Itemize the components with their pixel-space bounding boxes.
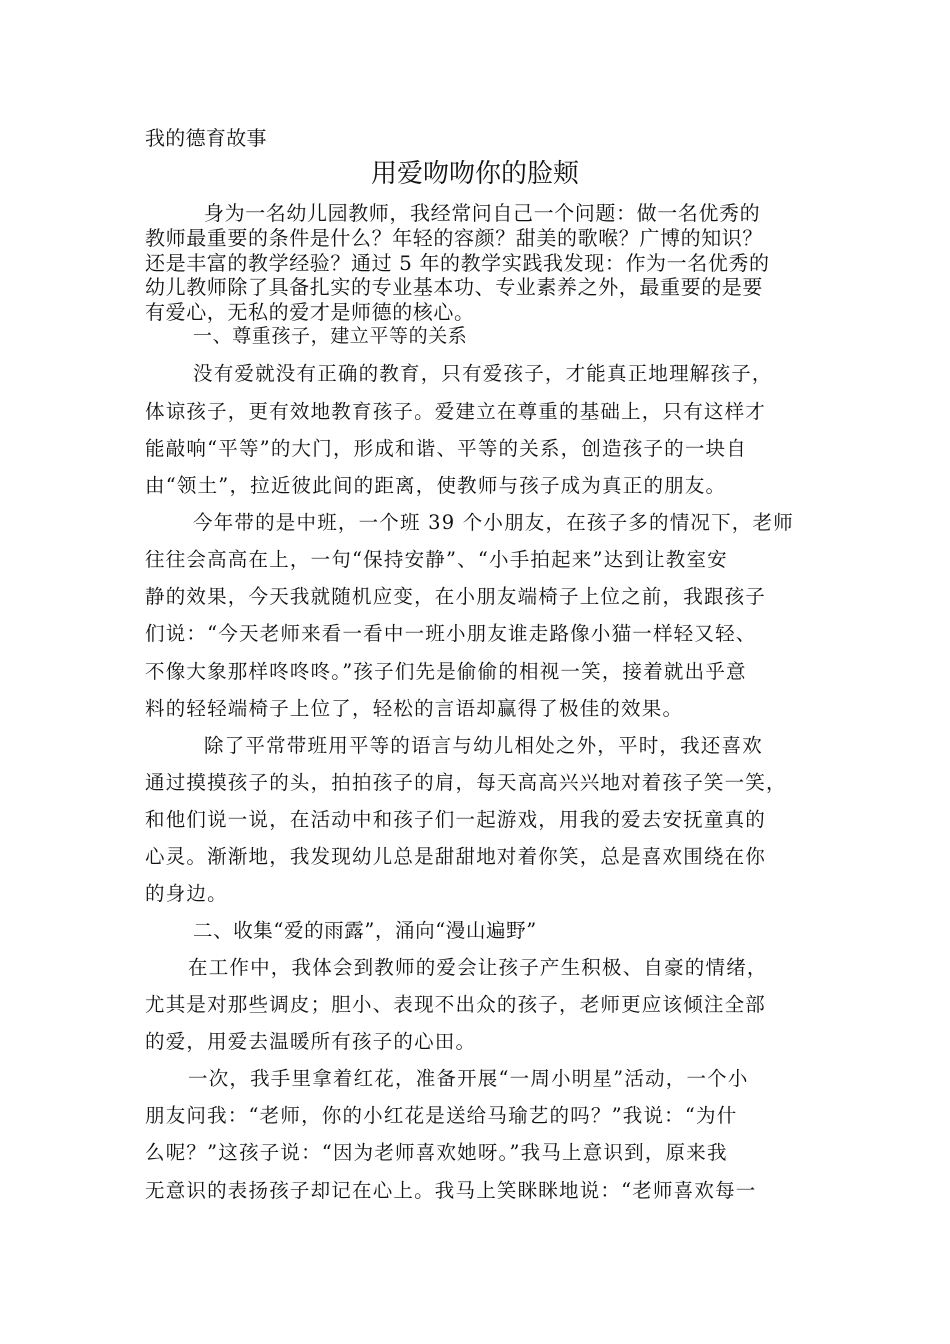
paragraph-line: 一次，我手里拿着红花，准备开展“一周小明星”活动，一个小	[188, 1067, 749, 1090]
paragraph-line: 能敲响“平等”的大门，形成和谐、平等的关系，创造孩子的一块自	[145, 437, 747, 460]
paragraph-line: 除了平常带班用平等的语言与幼儿相处之外，平时，我还喜欢	[204, 734, 763, 757]
paragraph-line: 通过摸摸孩子的头，拍拍孩子的肩，每天高高兴兴地对着孩子笑一笑，	[145, 771, 787, 794]
paragraph-line: 们说：“今天老师来看一看中一班小朋友谁走路像小猫一样轻又轻、	[145, 622, 757, 645]
paragraph-line: 今年带的是中班，一个班 39 个小朋友，在孩子多的情况下，老师	[193, 511, 794, 534]
paragraph-line: 有爱心，无私的爱才是师德的核心。	[145, 300, 475, 324]
paragraph-line: 往往会高高在上，一句“保持安静”、“小手拍起来”达到让教室安	[145, 548, 728, 571]
paragraph-line: 不像大象那样咚咚咚。”孩子们先是偷偷的相视一笑，接着就出乎意	[145, 660, 747, 683]
paragraph-line: 还是丰富的教学经验？通过 5 年的教学实践我发现：作为一名优秀的	[145, 251, 770, 275]
paragraph-line: 么呢？”这孩子说：“因为老师喜欢她呀。”我马上意识到，原来我	[145, 1141, 728, 1164]
document-title: 用爱吻吻你的脸颊	[370, 159, 579, 189]
paragraph-line: 心灵。渐渐地，我发现幼儿总是甜甜地对着你笑，总是喜欢围绕在你	[145, 845, 767, 868]
paragraph-line: 和他们说一说，在活动中和孩子们一起游戏，用我的爱去安抚童真的	[145, 808, 767, 831]
paragraph-line: 教师最重要的条件是什么？年轻的容颜？甜美的歌喉？广博的知识？	[145, 226, 763, 250]
paragraph-line: 的身边。	[145, 882, 228, 905]
paragraph-line: 没有爱就没有正确的教育，只有爱孩子，才能真正地理解孩子，	[193, 362, 773, 385]
paragraph-line: 身为一名幼儿园教师，我经常问自己一个问题：做一名优秀的	[204, 201, 761, 225]
section-heading: 二、收集“爱的雨露”，涌向“漫山遍野”	[193, 919, 537, 942]
paragraph-line: 的爱，用爱去温暖所有孩子的心田。	[145, 1030, 477, 1053]
paragraph-line: 在工作中，我体会到教师的爱会让孩子产生积极、自豪的情绪，	[188, 956, 768, 979]
section-heading: 一、尊重孩子，建立平等的关系	[193, 325, 468, 347]
paragraph-line: 体谅孩子，更有效地教育孩子。爱建立在尊重的基础上，只有这样才	[145, 400, 767, 423]
paragraph-line: 尤其是对那些调皮；胆小、表现不出众的孩子，老师更应该倾注全部	[145, 993, 767, 1016]
paragraph-line: 由“领土”，拉近彼此间的距离，使教师与孩子成为真正的朋友。	[145, 474, 727, 497]
paragraph-line: 静的效果，今天我就随机应变，在小朋友端椅子上位之前，我跟孩子	[145, 585, 767, 608]
paragraph-line: 幼儿教师除了具备扎实的专业基本功、专业素养之外，最重要的是要	[145, 275, 763, 299]
section-label: 我的德育故事	[145, 126, 267, 150]
paragraph-line: 料的轻轻端椅子上位了，轻松的言语却赢得了极佳的效果。	[145, 697, 684, 720]
paragraph-line: 无意识的表扬孩子却记在心上。我马上笑眯眯地说：“老师喜欢每一	[145, 1179, 757, 1202]
paragraph-line: 朋友问我：“老师，你的小红花是送给马瑜艺的吗？”我说：“为什	[145, 1104, 738, 1127]
